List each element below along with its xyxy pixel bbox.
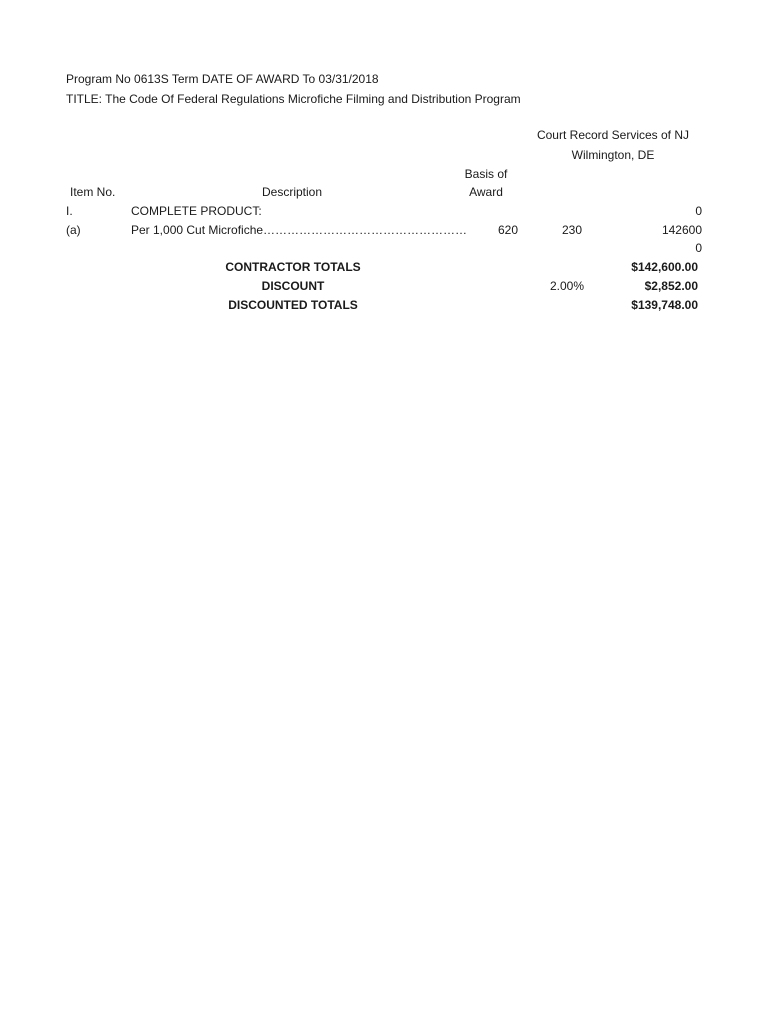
discount-label: DISCOUNT: [261, 279, 325, 293]
title-line: TITLE: The Code Of Federal Regulations Microfiche Filming and Distribution Program: [66, 92, 521, 106]
row-basis-microfiche: 620: [497, 223, 518, 237]
basis-header-line1: Basis of: [464, 167, 508, 181]
row-total-blank: 0: [695, 241, 702, 255]
row-item-i: I.: [66, 204, 73, 218]
row-description-microfiche: Per 1,000 Cut Microfiche……………………………………………: [131, 223, 468, 237]
contractor-totals-label: CONTRACTOR TOTALS: [225, 260, 361, 274]
discounted-totals-label: DISCOUNTED TOTALS: [228, 298, 358, 312]
description-header: Description: [261, 185, 323, 199]
contractor-totals-value: $142,600.00: [631, 260, 698, 274]
program-line: Program No 0613S Term DATE OF AWARD To 03/31/2018: [66, 72, 379, 86]
row-total-complete-product: 0: [695, 204, 702, 218]
row-description-complete-product: COMPLETE PRODUCT:: [131, 204, 262, 218]
discount-value: $2,852.00: [644, 279, 698, 293]
row-item-a: (a): [66, 223, 81, 237]
item-no-header: Item No.: [70, 185, 116, 199]
row-total-microfiche: 142600: [661, 223, 702, 237]
discount-rate: 2.00%: [549, 279, 584, 293]
row-price-microfiche: 230: [561, 223, 582, 237]
discounted-totals-value: $139,748.00: [631, 298, 698, 312]
contractor-location: Wilmington, DE: [571, 148, 655, 162]
contractor-name: Court Record Services of NJ: [536, 128, 690, 142]
basis-header-line2: Award: [469, 185, 503, 199]
